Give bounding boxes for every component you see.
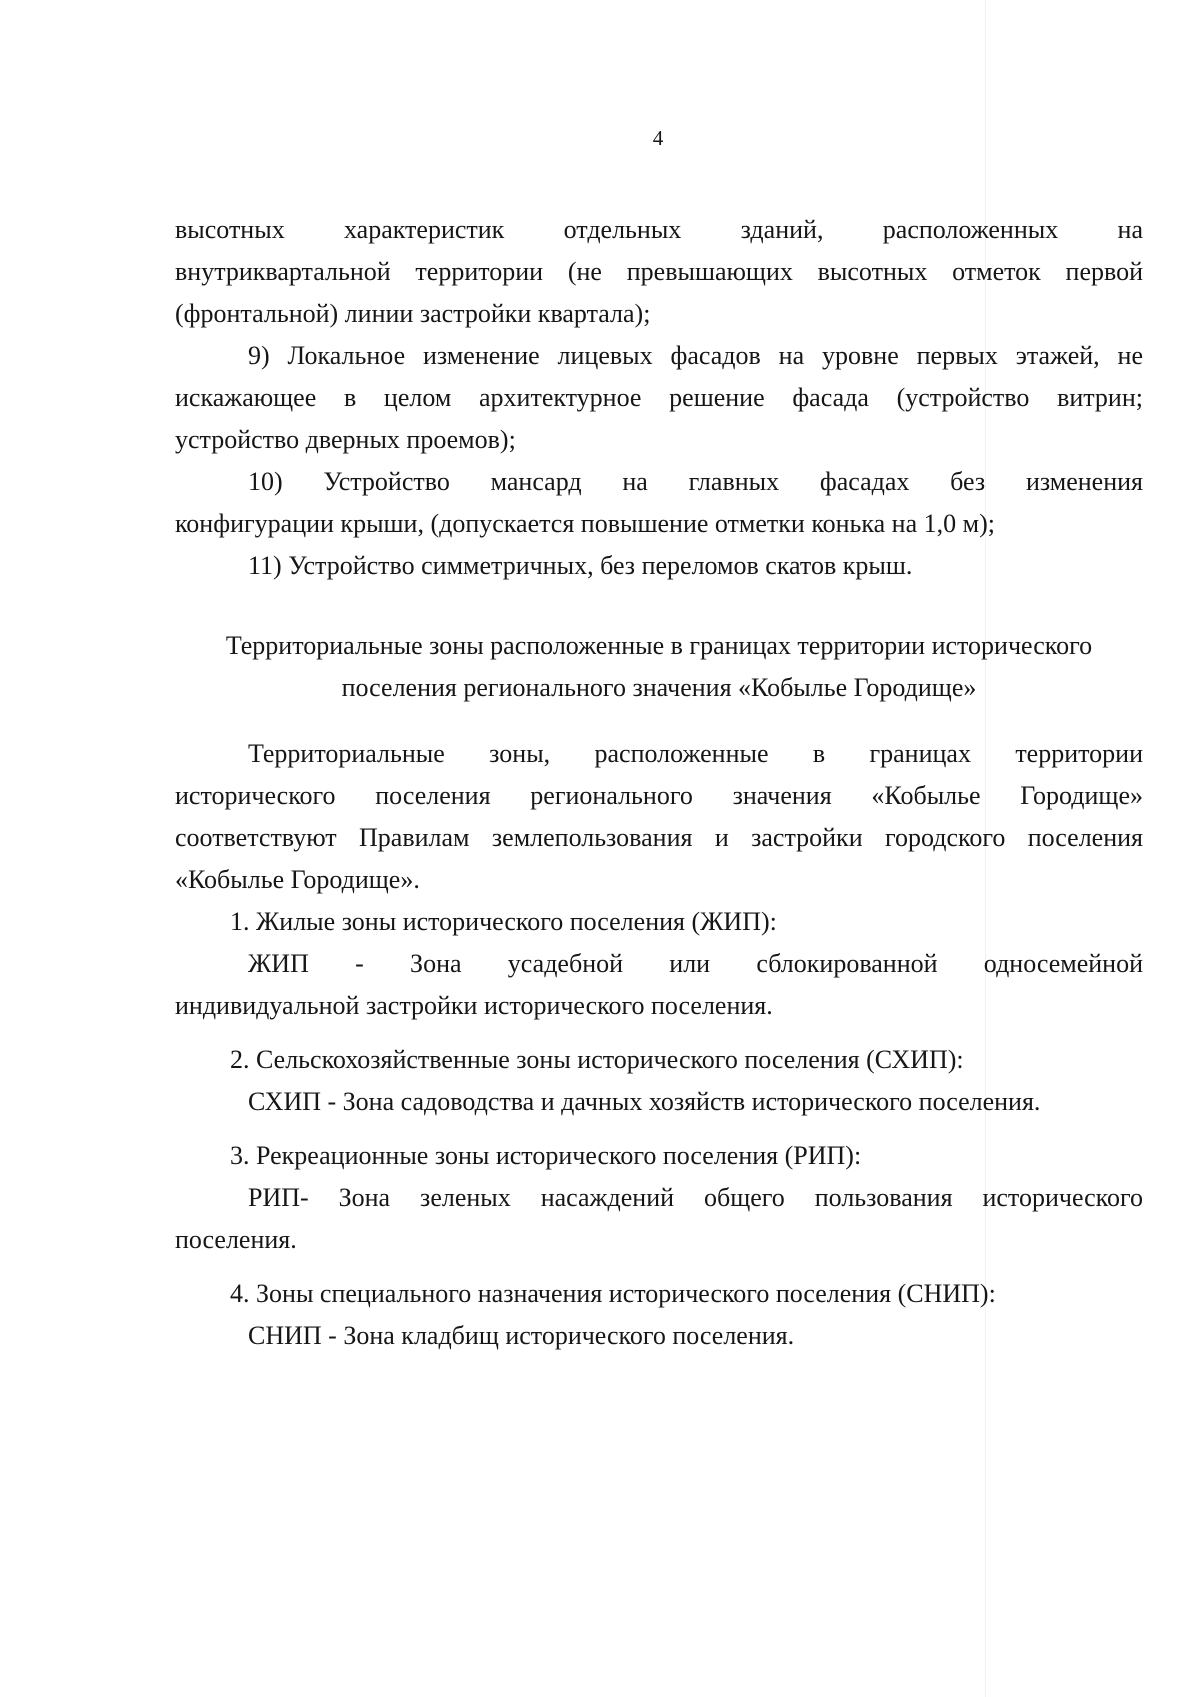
- section-heading-line-1: Территориальные зоны расположенные в границах территории исторического: [225, 631, 1093, 660]
- zone-1-title: 1. Жилые зоны исторического поселения (ЖИП):: [230, 907, 777, 936]
- section-heading-line-2: поселения регионального значения «Кобылье Городище»: [341, 673, 977, 702]
- item-9-line-2: искажающее в целом архитектурное решение фасада (устройство витрин;: [175, 383, 1143, 412]
- zone-2-title: 2. Сельскохозяйственные зоны исторического поселения (СХИП):: [230, 1045, 964, 1074]
- zone-3-title: 3. Рекреационные зоны исторического поселения (РИП):: [230, 1141, 862, 1170]
- continuation-line-1: высотных характеристик отдельных зданий, расположенных на: [175, 215, 1143, 244]
- continuation-line-3: (фронтальной) линии застройки квартала);: [175, 299, 651, 328]
- intro-line-4: «Кобылье Городище».: [175, 865, 420, 894]
- item-10-line-1: 10) Устройство мансард на главных фасадах без изменения: [248, 467, 1143, 496]
- zone-1-desc-line-1: ЖИП - Зона усадебной или сблокированной односемейной: [248, 949, 1143, 978]
- intro-line-1: Территориальные зоны, расположенные в границах территории: [248, 739, 1143, 768]
- zone-3-desc-line-1: РИП- Зона зеленых насаждений общего пользования исторического: [248, 1183, 1143, 1212]
- page-number: 4: [652, 126, 664, 150]
- item-9-line-1: 9) Локальное изменение лицевых фасадов на уровне первых этажей, не: [248, 341, 1143, 370]
- zone-3-desc-line-2: поселения.: [175, 1225, 297, 1254]
- item-9-line-3: устройство дверных проемов);: [175, 425, 516, 454]
- item-10-line-2: конфигурации крыши, (допускается повышение отметки конька на 1,0 м);: [175, 509, 995, 538]
- zone-4-title: 4. Зоны специального назначения исторического поселения (СНИП):: [230, 1279, 996, 1308]
- zone-2-desc-line-1: СХИП - Зона садоводства и дачных хозяйств исторического поселения.: [248, 1087, 1041, 1116]
- item-11-line: 11) Устройство симметричных, без переломов скатов крыш.: [248, 551, 913, 580]
- zone-4-desc-line-1: СНИП - Зона кладбищ исторического поселения.: [248, 1321, 795, 1350]
- intro-line-2: исторического поселения регионального значения «Кобылье Городище»: [175, 781, 1143, 810]
- intro-line-3: соответствуют Правилам землепользования и застройки городского поселения: [175, 823, 1143, 852]
- continuation-line-2: внутриквартальной территории (не превышающих высотных отметок первой: [175, 257, 1143, 286]
- zone-1-desc-line-2: индивидуальной застройки исторического поселения.: [175, 991, 773, 1020]
